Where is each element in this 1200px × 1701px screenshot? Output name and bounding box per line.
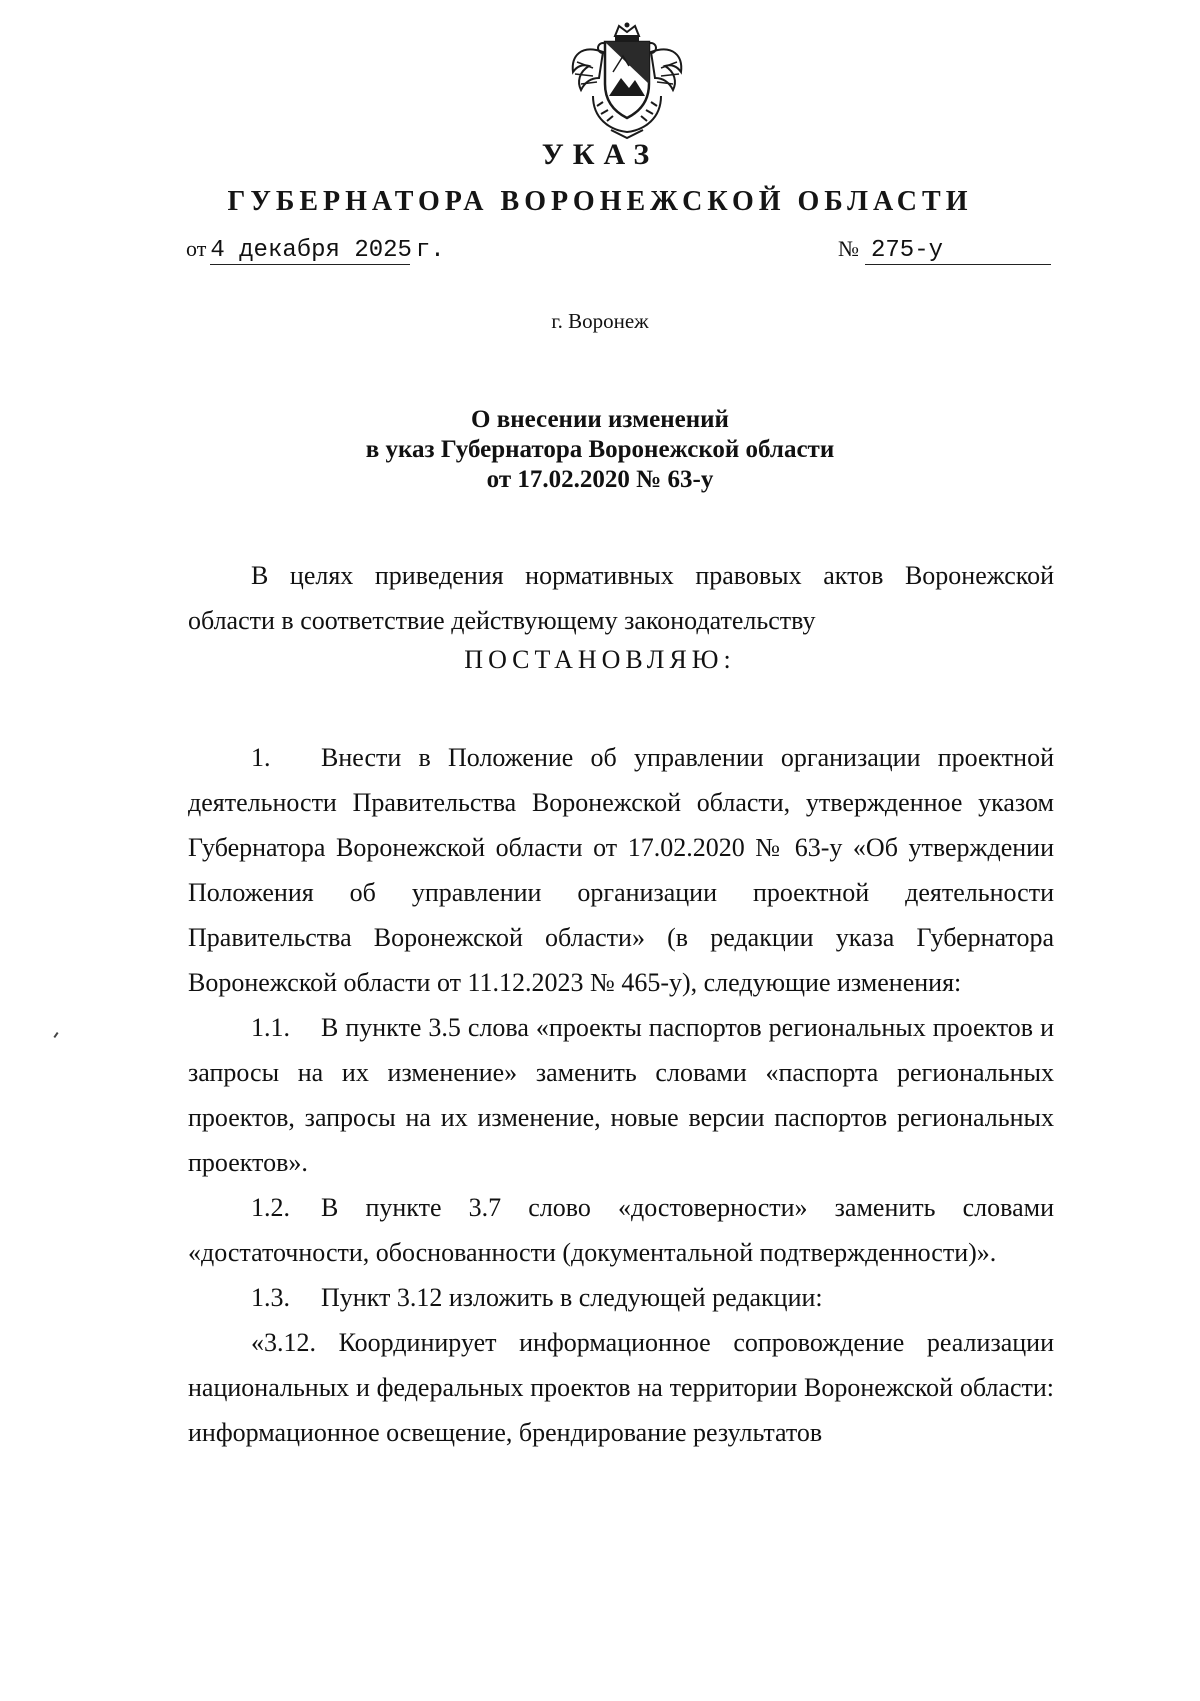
document-number	[838, 236, 1051, 265]
number-value: 275-у	[865, 237, 1051, 265]
paragraph-item	[188, 1185, 1054, 1275]
preamble-paragraph: В целях приведения нормативных правовых актов Воронежской области в соответствие действующему законодательству	[188, 561, 1054, 635]
document-subject	[0, 405, 1200, 495]
paragraph-number: 1.1.	[251, 1013, 290, 1042]
paragraph-item	[188, 1320, 1054, 1455]
subject-line: О внесении изменений	[471, 406, 729, 433]
paragraph-number: 1.3.	[251, 1283, 290, 1312]
document-date	[186, 236, 445, 265]
document-body	[188, 735, 1054, 1455]
paragraph-number: 1.	[251, 743, 271, 772]
subject-line: в указ Губернатора Воронежской области	[365, 436, 835, 463]
document-type-title: УКАЗ	[541, 138, 659, 171]
date-value: 4 декабря 2025	[210, 237, 412, 264]
paragraph-item	[188, 735, 1054, 1005]
paragraph-number: 1.2.	[251, 1193, 290, 1222]
number-prefix: №	[838, 236, 859, 261]
paragraph-item	[188, 1275, 1054, 1320]
paragraph-text: В пункте 3.7 слово «достоверности» заменить словами «достаточности, обоснованности (документальной подтвержденности)».	[188, 1193, 1054, 1267]
paragraph-text: В пункте 3.5 слова «проекты паспортов региональных проектов и запросы на их изменение» заменить словами «паспорта региональных проектов, запросы на их изменение, новые версии паспортов региональных проектов».	[188, 1013, 1054, 1177]
issuing-authority-title: ГУБЕРНАТОРА ВОРОНЕЖСКОЙ ОБЛАСТИ	[227, 186, 973, 217]
date-suffix: г.	[415, 237, 445, 264]
decree-word: ПОСТАНОВЛЯЮ:	[464, 645, 736, 674]
date-prefix: от	[186, 236, 207, 261]
scan-artifact-mark	[53, 1032, 58, 1038]
city-label: г. Воронеж	[551, 309, 649, 333]
paragraph-text: Внести в Положение об управлении организации проектной деятельности Правительства Воронежской области, утвержденное указом Губернатора Воронежской области от 17.02.2020 № 63-у «Об утверждении Положения об управлении организации проектной деятельности Правительства Воронежской области» (в редакции указа Губернатора Воронежской области от 11.12.2023 № 465-у), следующие изменения:	[188, 743, 1054, 997]
paragraph-text: Пункт 3.12 изложить в следующей редакции:	[321, 1283, 823, 1312]
coat-of-arms-icon	[563, 22, 691, 140]
subject-line: от 17.02.2020 № 63-у	[486, 466, 714, 493]
paragraph-text: «3.12. Координирует информационное сопровождение реализации национальных и федеральных проектов на территории Воронежской области: информационное освещение, брендирование результатов	[188, 1328, 1054, 1447]
paragraph-item	[188, 1005, 1054, 1185]
